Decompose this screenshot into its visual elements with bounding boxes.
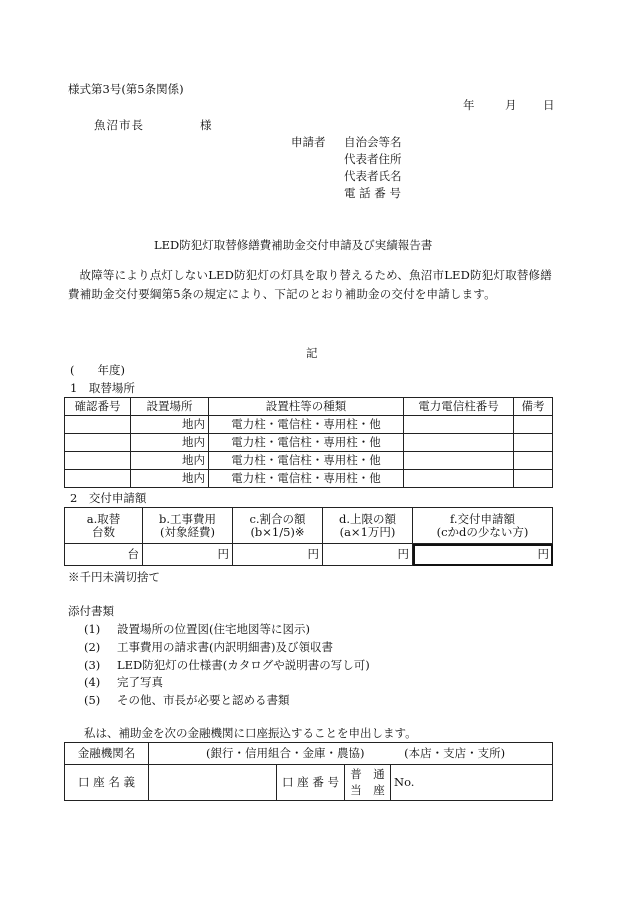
location-cell[interactable]: 地内	[131, 434, 209, 452]
attachment-number: (4)	[84, 675, 101, 689]
header-remarks: 備考	[514, 398, 553, 416]
header-unit-count: a.取替 台数	[65, 508, 143, 544]
addressee-name: 魚沼市長	[94, 118, 144, 132]
section1-heading: 1 取替場所	[70, 381, 135, 395]
fiscal-year: ( 年度)	[70, 363, 125, 377]
table-row	[65, 544, 553, 566]
number-prefix: No.	[394, 775, 415, 789]
confirm-number-cell[interactable]	[65, 416, 131, 434]
account-number-label: 口 座 番 号	[277, 765, 345, 801]
header-pole-number: 電力電信柱番号	[404, 398, 514, 416]
remarks-cell[interactable]	[514, 452, 553, 470]
location-cell[interactable]: 地内	[131, 452, 209, 470]
section2-heading: 2 交付申請額	[70, 491, 147, 505]
table-row	[65, 470, 553, 488]
date-month: 月	[505, 98, 517, 112]
attachment-text: 完了写真	[117, 675, 163, 689]
form-number: 様式第3号(第5条関係)	[68, 82, 184, 96]
date-day: 日	[543, 98, 555, 112]
institution-cell[interactable]	[149, 743, 553, 765]
remarks-cell[interactable]	[514, 434, 553, 452]
applicant-field: 代表者住所	[344, 152, 402, 166]
table-row	[65, 452, 553, 470]
pole-type-cell[interactable]: 電力柱・電信柱・専用柱・他	[209, 470, 404, 488]
intro-paragraph: 故障等により点灯しないLED防犯灯の灯具を取り替えるため、魚沼市LED防犯灯取替修繕費補助金交付要綱第5条の規定により、下記のとおり補助金の交付を申請します。	[68, 268, 552, 301]
location-cell[interactable]: 地内	[131, 416, 209, 434]
remarks-cell[interactable]	[514, 470, 553, 488]
header-location: 設置場所	[131, 398, 209, 416]
addressee-honorific: 様	[200, 118, 212, 132]
holder-label: 口 座 名 義	[65, 765, 149, 801]
pole-type-cell[interactable]: 電力柱・電信柱・専用柱・他	[209, 434, 404, 452]
bank-account-table	[64, 742, 553, 801]
header-construction-cost: b.工事費用 (対象経費)	[143, 508, 233, 544]
pole-type-cell[interactable]: 電力柱・電信柱・専用柱・他	[209, 416, 404, 434]
account-number-cell[interactable]	[391, 765, 553, 801]
location-cell[interactable]: 地内	[131, 470, 209, 488]
attachments-heading: 添付書類	[68, 604, 114, 618]
ratio-amount-cell[interactable]: 円	[233, 544, 323, 566]
pole-number-cell[interactable]	[404, 416, 514, 434]
unit-count-cell[interactable]: 台	[65, 544, 143, 566]
applicant-field: 電 話 番 号	[344, 186, 401, 200]
confirm-number-cell[interactable]	[65, 434, 131, 452]
rounding-note: ※千円未満切捨て	[68, 570, 160, 584]
institution-label: 金融機関名	[65, 743, 149, 765]
confirm-number-cell[interactable]	[65, 452, 131, 470]
attachment-number: (1)	[84, 622, 101, 636]
account-type-ordinary: 普 通	[350, 767, 385, 781]
pole-number-cell[interactable]	[404, 434, 514, 452]
attachment-text: LED防犯灯の仕様書(カタログや説明書の写し可)	[117, 658, 370, 672]
attachment-text: 工事費用の請求書(内訳明細書)及び領収書	[117, 640, 333, 654]
pole-type-cell[interactable]: 電力柱・電信柱・専用柱・他	[209, 452, 404, 470]
header-requested-amount: f.交付申請額 (cかdの少ない方)	[413, 508, 553, 544]
branch-types: (本店・支店・支所)	[404, 746, 506, 760]
holder-cell[interactable]	[149, 765, 277, 801]
remarks-cell[interactable]	[514, 416, 553, 434]
confirm-number-cell[interactable]	[65, 470, 131, 488]
requested-amount-cell[interactable]: 円	[413, 544, 553, 566]
header-upper-limit: d.上限の額 (a×1万円)	[323, 508, 413, 544]
table-row	[65, 434, 553, 452]
construction-cost-cell[interactable]: 円	[143, 544, 233, 566]
document-title: LED防犯灯取替修繕費補助金交付申請及び実績報告書	[154, 238, 433, 252]
replacement-location-table	[64, 397, 553, 488]
applicant-field: 自治会等名	[344, 135, 402, 149]
header-confirm-number: 確認番号	[65, 398, 131, 416]
account-type-cell[interactable]	[345, 765, 391, 801]
upper-limit-cell[interactable]: 円	[323, 544, 413, 566]
header-pole-type: 設置柱等の種類	[209, 398, 404, 416]
institution-types: (銀行・信用組合・金庫・農協)	[206, 746, 365, 760]
applicant-label: 申請者	[291, 135, 326, 149]
grant-amount-table	[64, 507, 553, 566]
bank-statement: 私は、補助金を次の金融機関に口座振込することを申出します。	[84, 726, 417, 740]
date-year: 年	[463, 98, 475, 112]
applicant-field: 代表者氏名	[344, 169, 402, 183]
table-row	[65, 416, 553, 434]
attachment-text: 設置場所の位置図(住宅地図等に図示)	[117, 622, 310, 636]
attachment-number: (2)	[84, 640, 101, 654]
header-ratio-amount: c.割合の額 (b×1/5)※	[233, 508, 323, 544]
account-type-checking: 当 座	[350, 783, 385, 797]
attachment-number: (3)	[84, 658, 101, 672]
pole-number-cell[interactable]	[404, 452, 514, 470]
attachment-number: (5)	[84, 693, 101, 707]
attachment-text: その他、市長が必要と認める書類	[117, 693, 290, 707]
ki-label: 記	[306, 346, 318, 360]
pole-number-cell[interactable]	[404, 470, 514, 488]
